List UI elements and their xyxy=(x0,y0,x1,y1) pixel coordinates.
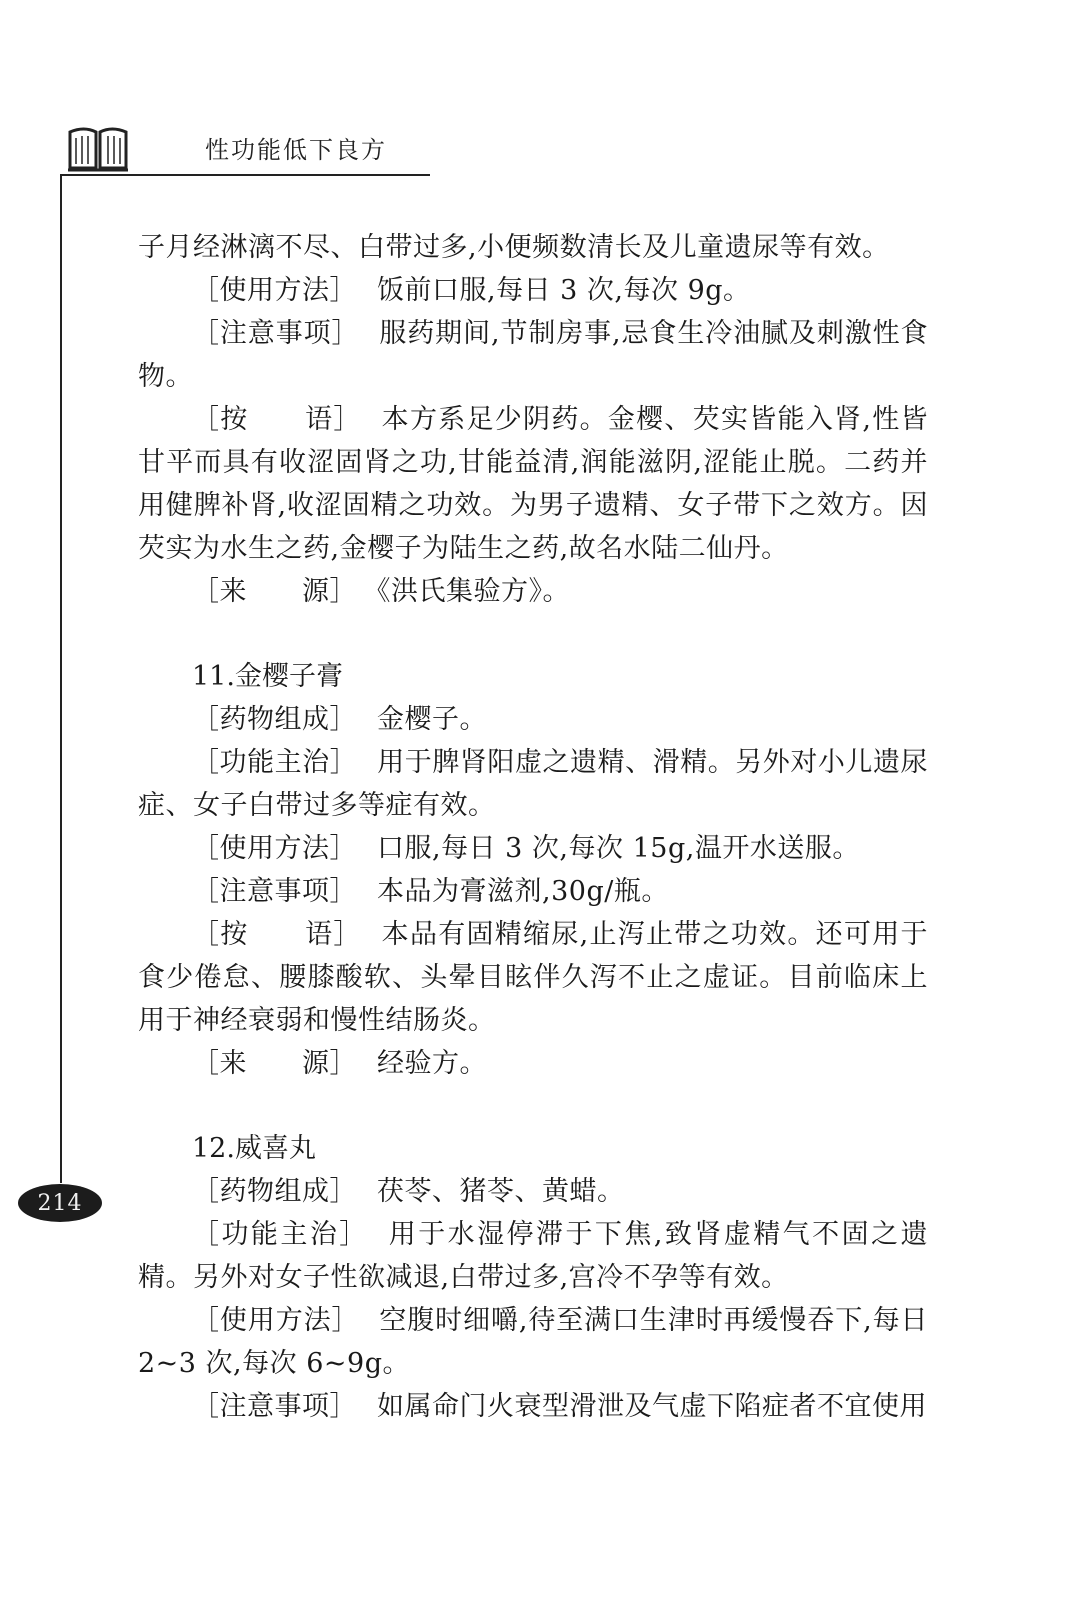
page-number: 214 xyxy=(18,1184,102,1222)
section-label: ［注意事项］ xyxy=(192,318,360,349)
caution-paragraph xyxy=(138,1385,928,1428)
section-text: 口服,每日 3 次,每次 15g,温开水送服。 xyxy=(377,833,860,864)
section-text: 本品为膏滋剂,30g/瓶。 xyxy=(377,876,669,907)
source-paragraph xyxy=(138,570,928,613)
ingredients-paragraph xyxy=(138,698,928,741)
section-label: ［注意事项］ xyxy=(192,1391,357,1422)
usage-paragraph xyxy=(138,269,928,312)
header-rule xyxy=(60,174,430,176)
function-paragraph xyxy=(138,1213,928,1299)
section-text: 如属命门火衰型滑泄及气虚下陷症者不宜使用 xyxy=(377,1391,927,1422)
section-label: ［功能主治］ xyxy=(192,747,358,778)
open-book-icon xyxy=(66,124,130,174)
caution-paragraph xyxy=(138,870,928,913)
section-text: 茯苓、猪苓、黄蜡。 xyxy=(377,1176,625,1207)
function-paragraph xyxy=(138,741,928,827)
section-text: 经验方。 xyxy=(377,1048,487,1079)
running-head: 性功能低下良方 xyxy=(205,136,387,164)
source-paragraph xyxy=(138,1042,928,1085)
section-label: ［注意事项］ xyxy=(192,876,357,907)
note-paragraph xyxy=(138,913,928,1042)
section-text: 用于水湿停滞于下焦,致肾虚精气不固之遗精。另外对女子性欲减退,白带过多,宫冷不孕等有效。 xyxy=(138,1219,928,1293)
continued-text: 子月经淋漓不尽、白带过多,小便频数清长及儿童遗尿等有效。 xyxy=(138,232,890,263)
section-text: 服药期间,节制房事,忌食生冷油腻及刺激性食物。 xyxy=(138,318,928,392)
ingredients-paragraph xyxy=(138,1170,928,1213)
section-label: ［药物组成］ xyxy=(192,704,357,735)
margin-rule xyxy=(60,175,62,1183)
section-text: 《洪氏集验方》。 xyxy=(377,576,570,607)
section-label: ［使用方法］ xyxy=(192,833,357,864)
section-text: 金樱子。 xyxy=(377,704,487,735)
section-text: 空腹时细嚼,待至满口生津时再缓慢吞下,每日 2~3 次,每次 6~9g。 xyxy=(138,1305,928,1379)
section-label: ［按 语］ xyxy=(192,404,362,435)
usage-paragraph xyxy=(138,1299,928,1385)
section-text: 本方系足少阴药。金樱、芡实皆能入肾,性皆甘平而具有收涩固肾之功,甘能益清,润能滋阴,涩能止脱。二药并用健脾补肾,收涩固精之功效。为男子遗精、女子带下之效方。因芡实为水生之药,金樱子为陆生之药,故名水陆二仙丹。 xyxy=(138,404,929,564)
section-text: 饭前口服,每日 3 次,每次 9g。 xyxy=(377,275,751,306)
section-label: ［药物组成］ xyxy=(192,1176,357,1207)
section-label: ［按 语］ xyxy=(192,919,362,950)
recipe-title: 12.威喜丸 xyxy=(192,1133,316,1164)
section-text: 本品有固精缩尿,止泻止带之功效。还可用于食少倦怠、腰膝酸软、头晕目眩伴久泻不止之虚证。目前临床上用于神经衰弱和慢性结肠炎。 xyxy=(138,919,929,1036)
body-text xyxy=(138,226,928,1428)
recipe-title: 11.金樱子膏 xyxy=(192,661,343,692)
section-text: 用于脾肾阳虚之遗精、滑精。另外对小儿遗尿症、女子白带过多等症有效。 xyxy=(138,747,929,821)
section-label: ［来 源］ xyxy=(192,1048,357,1079)
section-label: ［使用方法］ xyxy=(192,1305,360,1336)
usage-paragraph xyxy=(138,827,928,870)
section-label: ［功能主治］ xyxy=(192,1219,369,1250)
section-label: ［来 源］ xyxy=(192,576,357,607)
caution-paragraph xyxy=(138,312,928,398)
note-paragraph xyxy=(138,398,928,570)
section-label: ［使用方法］ xyxy=(192,275,357,306)
